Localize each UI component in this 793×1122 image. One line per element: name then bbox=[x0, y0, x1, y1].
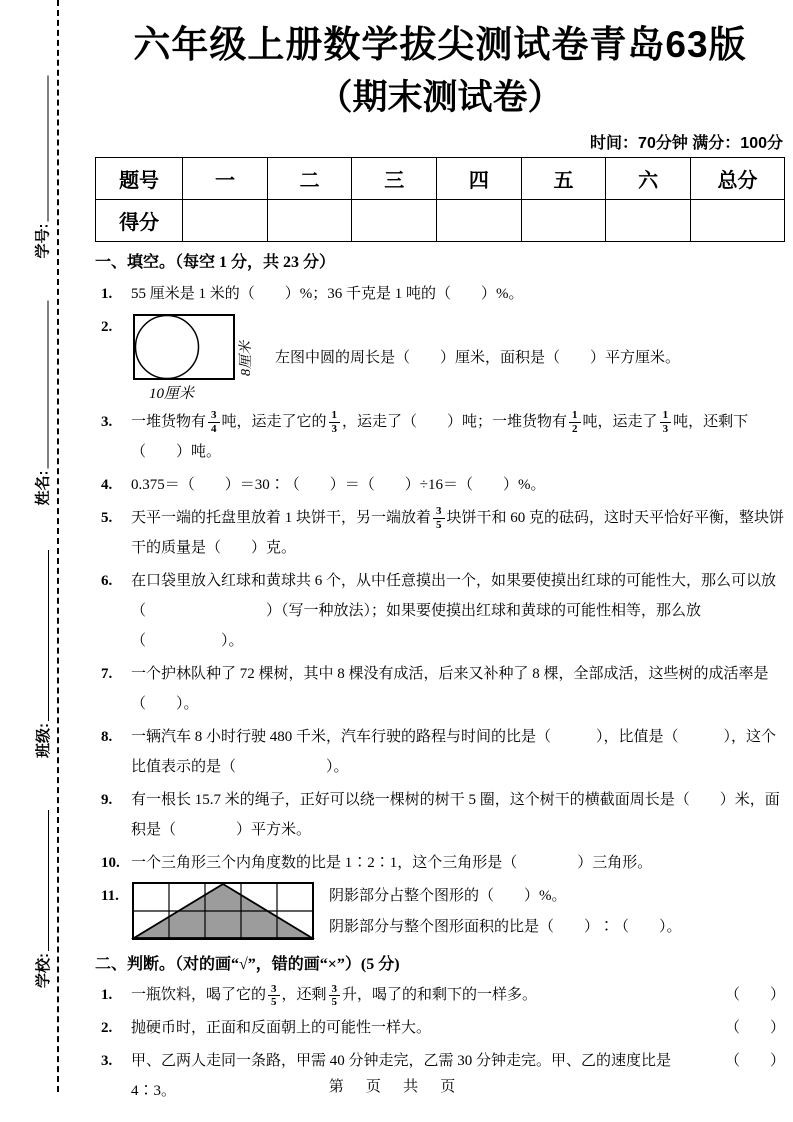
question bbox=[95, 1013, 785, 1043]
question-body bbox=[275, 343, 680, 373]
question-text: 在口袋里放入红球和黄球共 6 个，从中任意摸出一个，如果要使摸出红球的可能性大，那么可以放（ ）（写一种放法）；如果要使摸出红球和黄球的可能性相等，那么放（ ）。 bbox=[131, 572, 777, 649]
main-content bbox=[95, 22, 785, 1109]
question bbox=[95, 503, 785, 563]
question bbox=[95, 785, 785, 845]
score-table bbox=[95, 157, 785, 242]
question-text: 0.375＝（ ）＝30∶（ ）＝（ ）÷16＝（ ）%。 bbox=[131, 476, 546, 493]
question-text: 升，喝了的和剩下的一样多。 bbox=[342, 987, 538, 1004]
question bbox=[95, 659, 785, 719]
school-field bbox=[30, 810, 54, 988]
score-empty-cell bbox=[521, 200, 606, 242]
student-id-blank-line bbox=[35, 76, 49, 222]
fraction-denominator: 5 bbox=[331, 996, 338, 1009]
fraction bbox=[569, 409, 581, 435]
answer-blank: （ ） bbox=[724, 1053, 785, 1070]
section-heading: 二、判断。（对的画“√”，错的画“×”）(5 分) bbox=[95, 955, 400, 973]
time-score-meta: 时间：70分钟 满分：100分 bbox=[590, 135, 783, 152]
question-number: 6. bbox=[101, 572, 113, 589]
figure-question-lines bbox=[329, 881, 682, 944]
question-number: 2. bbox=[101, 1020, 113, 1037]
question-number: 1. bbox=[101, 285, 113, 302]
score-row-label: 得分 bbox=[96, 200, 183, 242]
question bbox=[95, 722, 785, 782]
student-name-label: 姓名: bbox=[34, 470, 51, 506]
question-body bbox=[131, 666, 769, 712]
question-text: 吨，运走了 bbox=[582, 413, 658, 430]
question bbox=[95, 881, 785, 944]
section-heading: 一、填空。（每空 1 分，共 23 分） bbox=[95, 254, 336, 271]
question-text: 左图中圆的周长是（ ）厘米，面积是（ ）平方厘米。 bbox=[275, 349, 681, 366]
school-blank-line bbox=[35, 810, 49, 951]
score-table-cell: 三 bbox=[352, 158, 437, 200]
fraction-numerator: 3 bbox=[208, 409, 220, 423]
fraction-denominator: 3 bbox=[331, 422, 338, 435]
question-body bbox=[131, 505, 785, 556]
question-body bbox=[131, 477, 545, 493]
question bbox=[95, 980, 785, 1010]
question-body bbox=[131, 729, 776, 775]
score-empty-cell bbox=[691, 200, 785, 242]
question-number: 7. bbox=[101, 665, 113, 682]
fraction-numerator: 3 bbox=[268, 983, 280, 997]
figure-circle-in-rectangle bbox=[131, 312, 261, 404]
figure-height-label: 8厘米 bbox=[239, 340, 254, 376]
question-number: 3. bbox=[101, 1053, 113, 1070]
fraction bbox=[329, 409, 341, 435]
question bbox=[95, 470, 785, 500]
question bbox=[95, 848, 785, 878]
fraction-numerator: 1 bbox=[569, 409, 581, 423]
question-number: 11. bbox=[101, 887, 119, 904]
question-number: 3. bbox=[101, 413, 113, 430]
fraction bbox=[660, 409, 672, 435]
class-blank-line bbox=[35, 550, 49, 721]
score-empty-cell bbox=[437, 200, 522, 242]
question-text: 一个三角形三个内角度数的比是 1∶2∶1，这个三角形是（ ）三角形。 bbox=[131, 854, 653, 871]
question-body bbox=[131, 792, 780, 838]
fraction-denominator: 4 bbox=[211, 422, 217, 435]
question bbox=[95, 566, 785, 656]
question-text: 块饼干和 60 克的砝码，这时天平恰好平衡，整块饼干的质量是（ ）克。 bbox=[131, 509, 785, 556]
student-name-field bbox=[30, 301, 54, 506]
question-number: 2. bbox=[101, 318, 113, 335]
question-number: 1. bbox=[101, 987, 113, 1004]
fraction-denominator: 2 bbox=[572, 422, 578, 435]
question-text: 一辆汽车 8 小时行驶 480 千米，汽车行驶的路程与时间的比是（ ），比值是（ ），这个比值表示的是（ ）。 bbox=[131, 728, 777, 775]
question bbox=[95, 407, 785, 467]
score-empty-cell bbox=[183, 200, 268, 242]
question-text: ，运走了（ ）吨；一堆货物有 bbox=[342, 413, 568, 430]
question-number: 10. bbox=[101, 854, 120, 871]
fraction-numerator: 3 bbox=[329, 983, 341, 997]
question bbox=[95, 312, 785, 404]
fraction-denominator: 5 bbox=[271, 996, 277, 1009]
figure-shaded-triangle-grid bbox=[131, 881, 315, 943]
figure-width-label: 10厘米 bbox=[149, 385, 195, 402]
score-empty-cell bbox=[352, 200, 437, 242]
score-table-cell: 一 bbox=[183, 158, 268, 200]
student-id-field bbox=[30, 76, 54, 259]
question-number: 8. bbox=[101, 728, 113, 745]
fraction-numerator: 1 bbox=[329, 409, 341, 423]
question-text: 一瓶饮料，喝了它的 bbox=[131, 987, 267, 1004]
class-field bbox=[30, 550, 54, 758]
answer-blank: （ ） bbox=[724, 987, 785, 1004]
answer-blank: （ ） bbox=[724, 1020, 785, 1037]
page-title: 六年级上册数学拔尖测试卷青岛63版 bbox=[133, 24, 747, 65]
page-number-footer: 第 页 共 页 bbox=[328, 1078, 465, 1095]
page-subtitle: （期末测试卷） bbox=[317, 78, 563, 118]
score-table-cell: 四 bbox=[437, 158, 522, 200]
score-table-cell: 六 bbox=[606, 158, 691, 200]
question-text: 55 厘米是 1 米的（ ）%；36 千克是 1 吨的（ ）%。 bbox=[131, 285, 524, 302]
score-table-header-row bbox=[96, 158, 785, 200]
score-empty-cell bbox=[267, 200, 352, 242]
question-body bbox=[131, 573, 776, 649]
question-text: 有一根长 15.7 米的绳子，正好可以绕一棵树的树干 5 圈，这个树干的横截面周长是（ ）米，面积是（ ）平方米。 bbox=[131, 791, 780, 838]
score-table-score-row bbox=[96, 200, 785, 242]
fraction-numerator: 3 bbox=[433, 505, 445, 519]
question-text: 吨，还剩下（ ）吨。 bbox=[131, 413, 749, 460]
question-body bbox=[131, 286, 524, 302]
fraction bbox=[329, 983, 341, 1009]
question-text: 一堆货物有 bbox=[131, 413, 207, 430]
question-body bbox=[131, 855, 652, 871]
fraction bbox=[433, 505, 445, 531]
question-number: 4. bbox=[101, 476, 113, 493]
class-label: 班级: bbox=[34, 723, 52, 758]
question-body bbox=[131, 1013, 725, 1043]
question-body bbox=[131, 980, 725, 1010]
score-table-cell: 总分 bbox=[691, 158, 785, 200]
fraction-numerator: 1 bbox=[660, 409, 672, 423]
school-label: 学校: bbox=[34, 953, 52, 988]
fraction bbox=[268, 983, 280, 1009]
question-text: 甲、乙两人走同一条路，甲需 40 分钟走完，乙需 30 分钟走完。甲、乙的速度比是 4∶3。 bbox=[131, 1053, 672, 1100]
question-text: 阴影部分与整个图形面积的比是（ ）∶（ ）。 bbox=[329, 919, 682, 936]
question bbox=[95, 279, 785, 309]
cut-dashed-line bbox=[57, 0, 59, 1092]
score-table-cell: 五 bbox=[521, 158, 606, 200]
score-empty-cell bbox=[606, 200, 691, 242]
question-text: 一个护林队种了 72 棵树，其中 8 棵没有成活，后来又补种了 8 棵，全部成活，这些树的成活率是（ ）。 bbox=[131, 665, 769, 712]
student-id-label: 学号: bbox=[34, 223, 51, 259]
question-list bbox=[95, 279, 785, 944]
fraction-denominator: 5 bbox=[436, 518, 442, 531]
score-table-cell: 二 bbox=[267, 158, 352, 200]
question-text: 吨，运走了它的 bbox=[221, 413, 327, 430]
student-name-blank-line bbox=[35, 301, 49, 469]
score-table-cell: 题号 bbox=[96, 158, 183, 200]
question-text: 天平一端的托盘里放着 1 块饼干，另一端放着 bbox=[131, 509, 432, 526]
question-number: 9. bbox=[101, 791, 113, 808]
fraction bbox=[208, 409, 220, 435]
question-text: 抛硬币时，正面和反面朝上的可能性一样大。 bbox=[131, 1020, 432, 1037]
fraction-denominator: 3 bbox=[662, 422, 669, 435]
question-body bbox=[131, 409, 749, 460]
section-fill-in-blanks bbox=[95, 250, 785, 944]
question-text: 阴影部分占整个图形的（ ）%。 bbox=[329, 887, 567, 904]
question-number: 5. bbox=[101, 509, 113, 526]
question-text: ，还剩 bbox=[281, 987, 327, 1004]
